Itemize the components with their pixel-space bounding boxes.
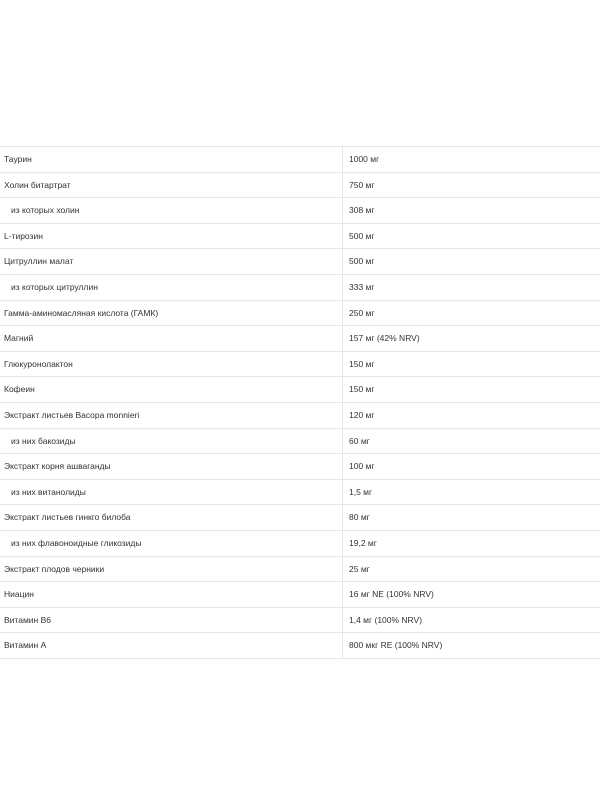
table-row bbox=[0, 249, 600, 275]
table-subrow bbox=[0, 531, 600, 557]
table-row bbox=[0, 224, 600, 250]
table-row bbox=[0, 301, 600, 327]
table-row bbox=[0, 403, 600, 429]
ingredient-name: Кофеин bbox=[0, 377, 343, 402]
ingredient-amount: 120 мг bbox=[349, 409, 375, 420]
ingredient-amount: 1,5 мг bbox=[349, 486, 373, 497]
table-row bbox=[0, 582, 600, 608]
ingredient-amount: 150 мг bbox=[349, 384, 375, 395]
ingredient-name: Гамма-аминомасляная кислота (ГАМК) bbox=[0, 301, 343, 326]
ingredient-name: Экстракт листьев гинкго билоба bbox=[0, 505, 343, 530]
ingredient-amount: 800 мкг RE (100% NRV) bbox=[349, 640, 443, 651]
ingredient-amount: 750 мг bbox=[349, 179, 375, 190]
ingredient-name: Экстракт плодов черники bbox=[0, 557, 343, 582]
ingredient-name: Таурин bbox=[0, 147, 343, 172]
ingredient-name: Витамин B6 bbox=[0, 608, 343, 633]
ingredient-amount: 150 мг bbox=[349, 358, 375, 369]
ingredient-amount: 25 мг bbox=[349, 563, 370, 574]
ingredient-name: из них витанолиды bbox=[0, 480, 343, 505]
ingredient-name: Экстракт листьев Bacopa monnieri bbox=[0, 403, 343, 428]
ingredient-name: Ниацин bbox=[0, 582, 343, 607]
table-row bbox=[0, 377, 600, 403]
ingredient-name: из них флавоноидные гликозиды bbox=[0, 531, 343, 556]
ingredient-name: Глюкуронолактон bbox=[0, 352, 343, 377]
table-subrow bbox=[0, 275, 600, 301]
ingredient-name: Холин битартрат bbox=[0, 173, 343, 198]
table-row bbox=[0, 454, 600, 480]
table-row bbox=[0, 608, 600, 634]
ingredient-amount: 500 мг bbox=[349, 230, 375, 241]
ingredient-amount: 333 мг bbox=[349, 282, 375, 293]
ingredient-name: из них бакозиды bbox=[0, 429, 343, 454]
table-subrow bbox=[0, 429, 600, 455]
ingredient-amount: 250 мг bbox=[349, 307, 375, 318]
ingredient-amount: 500 мг bbox=[349, 256, 375, 267]
ingredient-amount: 1000 мг bbox=[349, 154, 380, 165]
ingredient-name: Экстракт корня ашваганды bbox=[0, 454, 343, 479]
ingredient-amount: 16 мг NE (100% NRV) bbox=[349, 589, 434, 600]
ingredient-name: Витамин A bbox=[0, 633, 343, 658]
ingredient-name: Цитруллин малат bbox=[0, 249, 343, 274]
table-row bbox=[0, 505, 600, 531]
table-row bbox=[0, 557, 600, 583]
ingredient-amount: 19,2 мг bbox=[349, 537, 377, 548]
ingredient-amount: 308 мг bbox=[349, 205, 375, 216]
ingredient-name: из которых цитруллин bbox=[0, 275, 343, 300]
ingredient-name: Магний bbox=[0, 326, 343, 351]
ingredient-name: из которых холин bbox=[0, 198, 343, 223]
table-row bbox=[0, 633, 600, 659]
ingredient-amount: 157 мг (42% NRV) bbox=[349, 333, 420, 344]
ingredient-name: L-тирозин bbox=[0, 224, 343, 249]
table-row bbox=[0, 147, 600, 173]
nutrition-table bbox=[0, 146, 600, 659]
ingredient-amount: 80 мг bbox=[349, 512, 370, 523]
ingredient-amount: 100 мг bbox=[349, 461, 375, 472]
table-row bbox=[0, 173, 600, 199]
table-row bbox=[0, 326, 600, 352]
ingredient-amount: 1,4 мг (100% NRV) bbox=[349, 614, 423, 625]
table-row bbox=[0, 352, 600, 378]
table-subrow bbox=[0, 480, 600, 506]
table-subrow bbox=[0, 198, 600, 224]
ingredient-amount: 60 мг bbox=[349, 435, 370, 446]
